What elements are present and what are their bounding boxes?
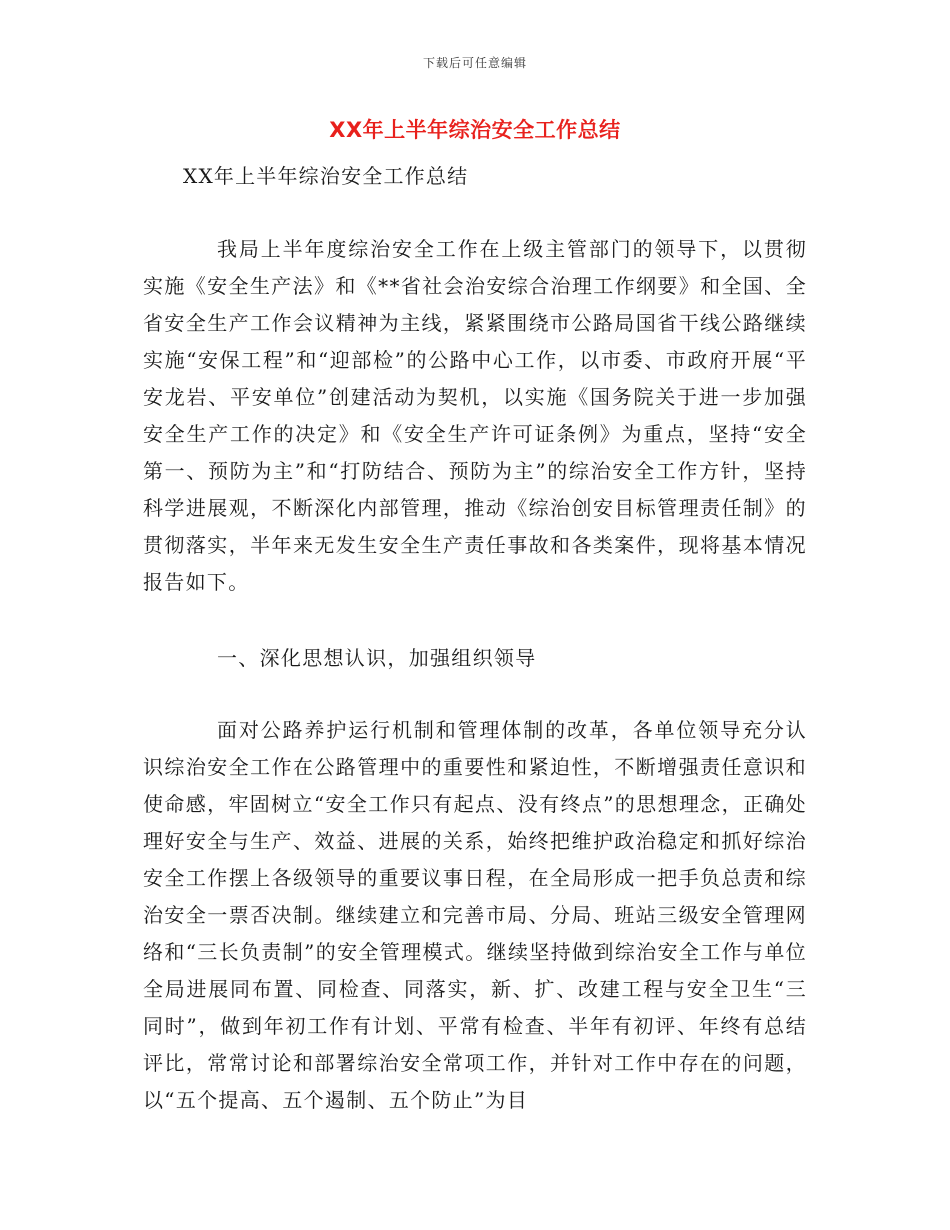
document-subtitle: XX年上半年综治安全工作总结 bbox=[183, 164, 469, 188]
section-heading-1: 一、深化思想认识，加强组织领导 bbox=[217, 646, 537, 670]
paragraph-intro: 我局上半年度综治安全工作在上级主管部门的领导下，以贯彻实施《安全生产法》和《**省社会治安综合治理工作纲要》和全国、全省安全生产工作会议精神为主线，紧紧围绕市公路局国省干线公路继续实施“安保工程”和“迎部检”的公路中心工作，以市委、市政府开展“平安龙岩、平安单位”创建活动为契机，以实施《国务院关于进一步加强安全生产工作的决定》和《安全生产许可证条例》为重点，坚持“安全第一、预防为主”和“打防结合、预防为主”的综治安全工作方针，坚持科学进展观，不断深化内部管理，推动《综治创安目标管理责任制》的贯彻落实，半年来无发生安全生产责任事故和各类案件，现将基本情况报告如下。 bbox=[143, 237, 807, 594]
header-note: 下载后可任意编辑 bbox=[422, 56, 527, 70]
paragraph-section-1: 面对公路养护运行机制和管理体制的改革，各单位领导充分认识综治安全工作在公路管理中的重要性和紧迫性，不断增强责任意识和使命感，牢固树立“安全工作只有起点、没有终点”的思想理念，正确处理好安全与生产、效益、进展的关系，始终把维护政治稳定和抓好综治安全工作摆上各级领导的重要议事日程，在全局形成一把手负总责和综治安全一票否决制。继续建立和完善市局、分局、班站三级安全管理网络和“三长负责制”的安全管理模式。继续坚持做到综治安全工作与单位全局进展同布置、同检查、同落实，新、扩、改建工程与安全卫生“三同时”，做到年初工作有计划、平常有检查、半年有初评、年终有总结评比，常常讨论和部署综治安全常项工作，并针对工作中存在的问题，以“五个提高、五个遏制、五个防止”为目 bbox=[143, 718, 807, 1112]
document-title: XX年上半年综治安全工作总结 bbox=[329, 118, 621, 142]
